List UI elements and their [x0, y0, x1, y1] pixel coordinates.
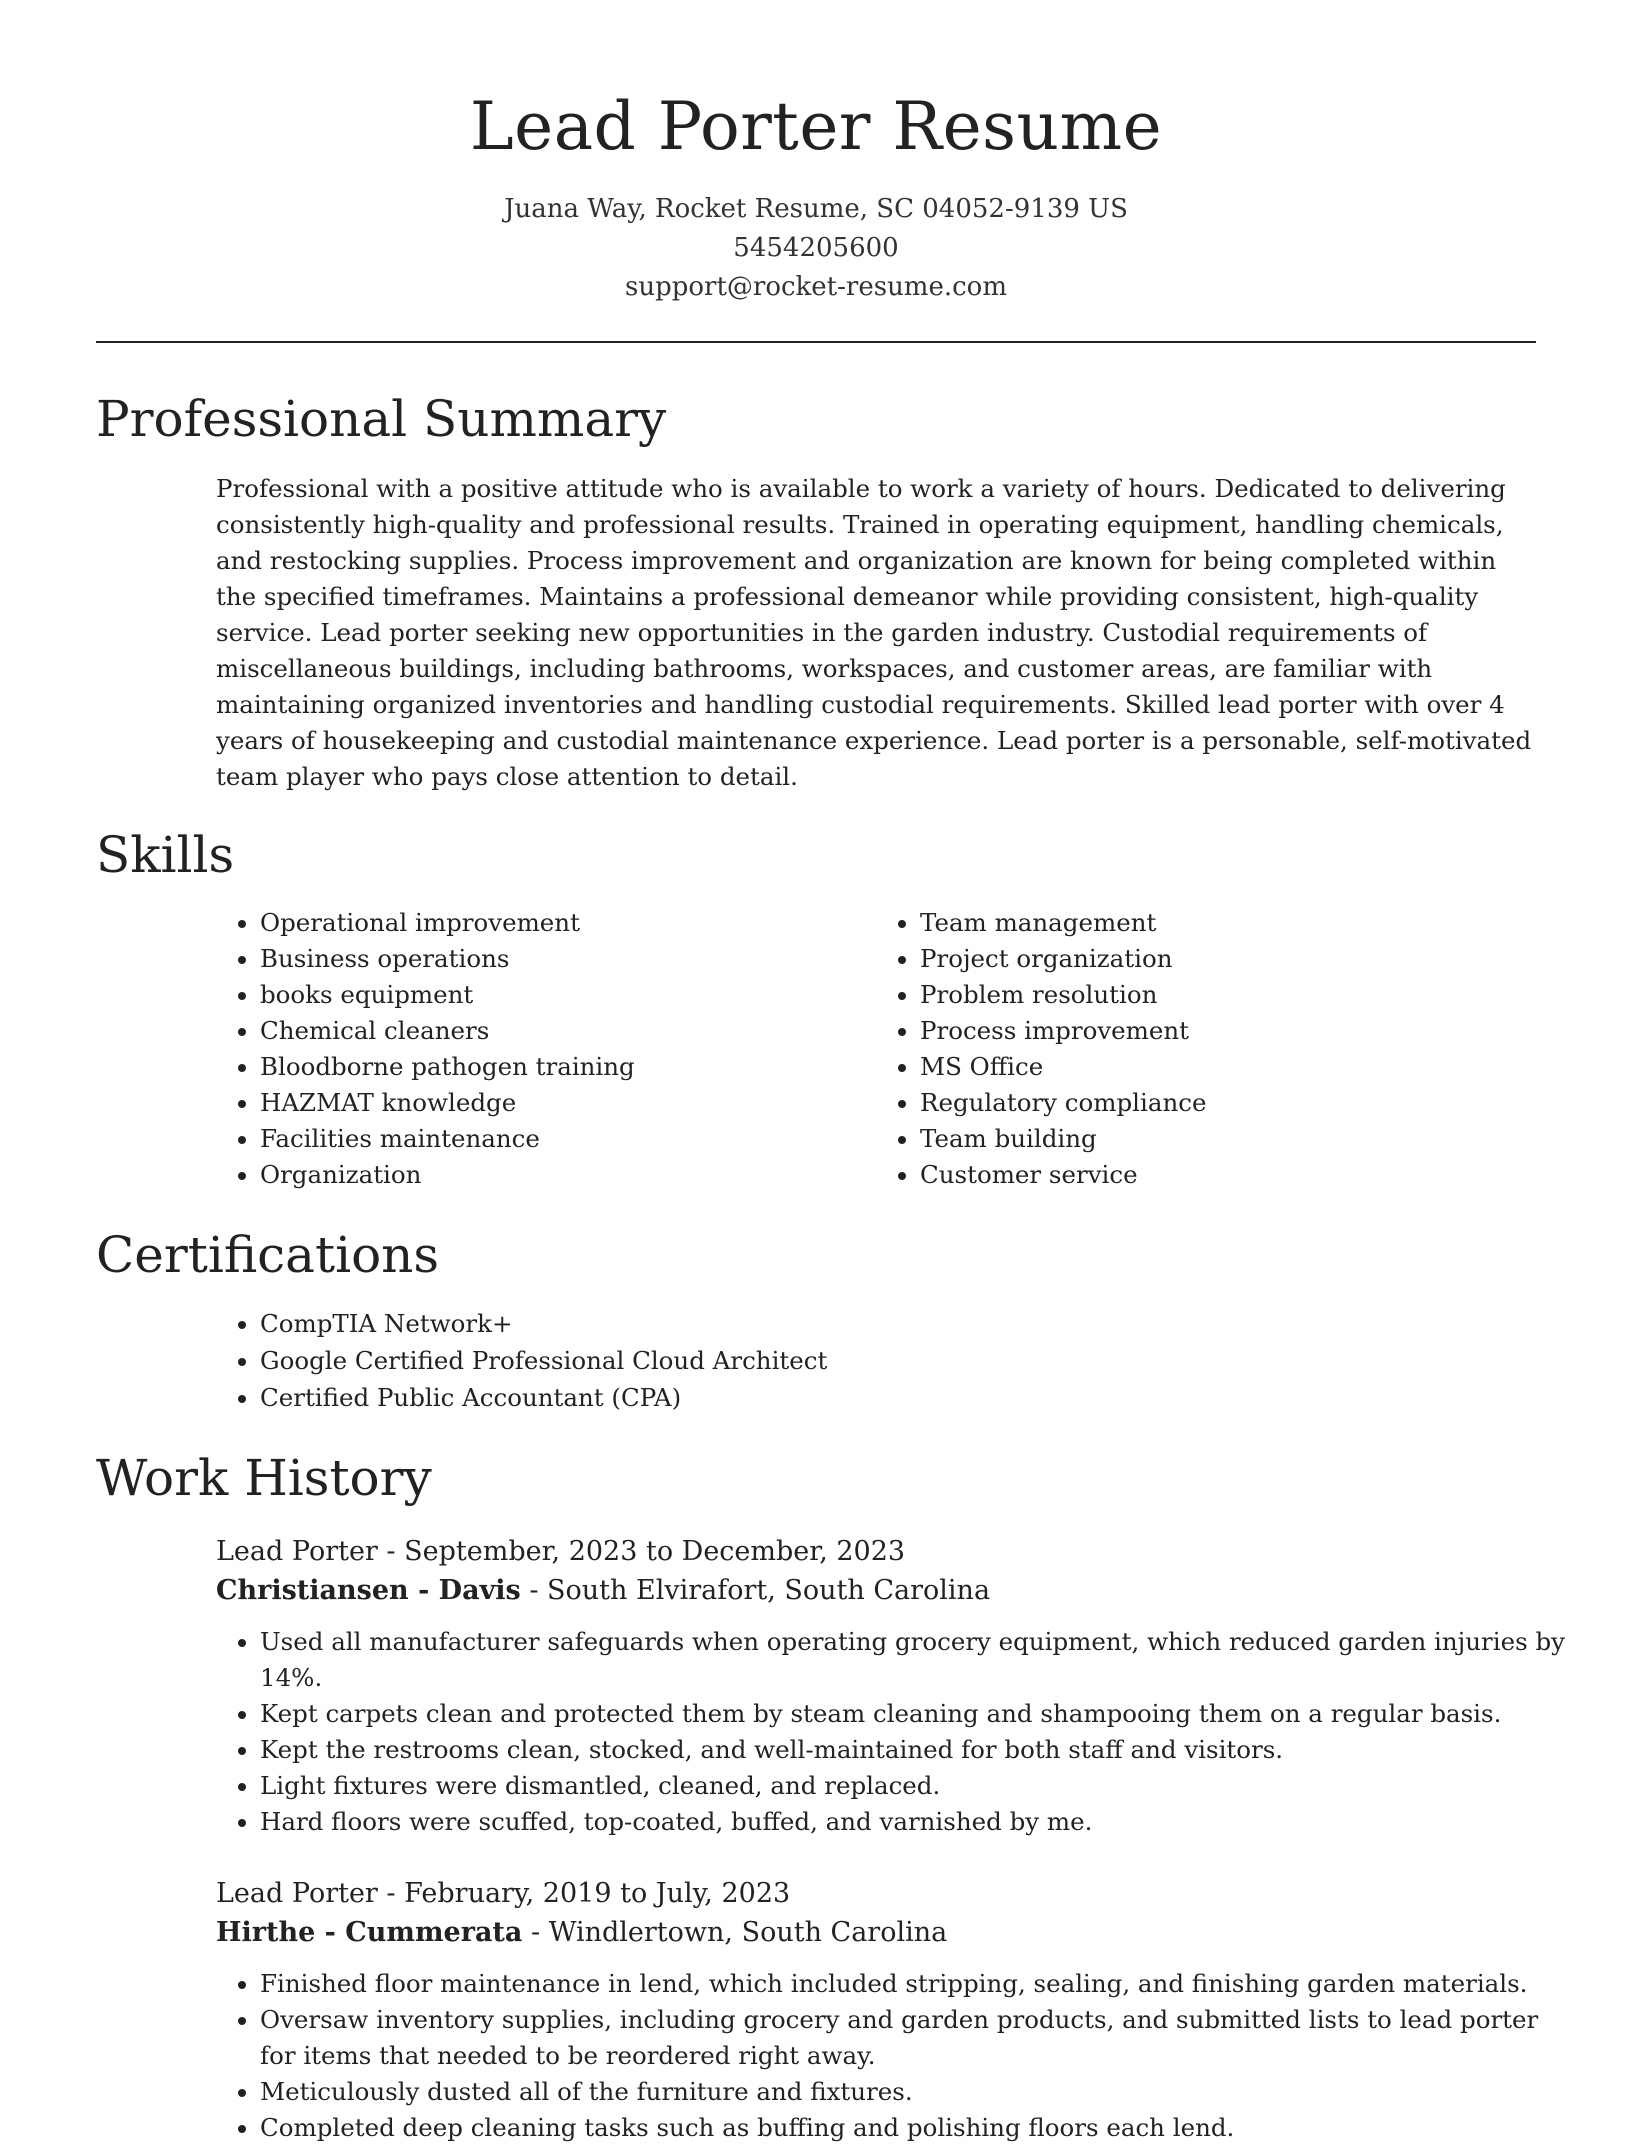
job-bullet: • Used all manufacturer safeguards when operating grocery equipment, which reduced garden injuries by 14%.: [260, 1624, 1580, 1696]
job-dates: February, 2019 to July, 2023: [404, 1878, 791, 1909]
skills-heading: Skills: [96, 826, 235, 884]
skill-item: • Facilities maintenance: [260, 1121, 876, 1157]
skill-item: • Chemical cleaners: [260, 1013, 876, 1049]
skill-item: • Regulatory compliance: [920, 1085, 1536, 1121]
skills-grid: [216, 905, 1536, 1193]
header-divider: [96, 341, 1536, 343]
skill-item: • Process improvement: [920, 1013, 1536, 1049]
contact-phone: 5454205600: [733, 233, 899, 263]
skill-item: • Operational improvement: [260, 905, 876, 941]
job-bullets: [216, 1624, 1580, 1840]
skill-item: • Customer service: [920, 1157, 1536, 1193]
job-dates: September, 2023 to December, 2023: [404, 1536, 906, 1567]
job-bullet: • Finished floor maintenance in lend, which included stripping, sealing, and finishing garden materials.: [260, 1966, 1580, 2002]
certification-item: • CompTIA Network+: [260, 1305, 1536, 1342]
job-company-line: [216, 1913, 1536, 1952]
contact-email: support@rocket-resume.com: [624, 272, 1007, 302]
contact-address: Juana Way, Rocket Resume, SC 04052-9139 US: [504, 194, 1128, 224]
summary-section: [96, 387, 1536, 795]
certifications-heading: Certifications: [96, 1226, 440, 1284]
resume-header: [96, 0, 1536, 307]
skill-item: • Team building: [920, 1121, 1536, 1157]
job-title-line: [216, 1874, 1536, 1913]
skill-item: • Organization: [260, 1157, 876, 1193]
certifications-section: [96, 1223, 1536, 1416]
skill-item: • MS Office: [920, 1049, 1536, 1085]
certification-item: • Google Certified Professional Cloud Architect: [260, 1342, 1536, 1379]
skills-column-right: [876, 905, 1536, 1193]
job-bullet: • Kept the restrooms clean, stocked, and well-maintained for both staff and visitors.: [260, 1732, 1580, 1768]
summary-text: Professional with a positive attitude who is available to work a variety of hours. Dedicated to delivering consistently high-quality and professional results. Trained in operating equipment, handling chemicals, and restocking supplies. Process improvement and organization are known for being completed within the specified timeframes. Maintains a professional demeanor while providing consistent, high-quality service. Lead porter seeking new opportunities in the garden industry. Custodial requirements of miscellaneous buildings, including bathrooms, workspaces, and customer areas, are familiar with maintaining organized inventories and handling custodial requirements. Skilled lead porter with over 4 years of housekeeping and custodial maintenance experience. Lead porter is a personable, self-motivated team player who pays close attention to detail.: [216, 474, 1532, 791]
job-title-line: [216, 1532, 1536, 1571]
work-history-section: [96, 1446, 1565, 2146]
contact-block: [96, 190, 1536, 307]
skills-column-left: [216, 905, 876, 1193]
job-title: Lead Porter: [216, 1878, 378, 1909]
skill-item: • books equipment: [260, 977, 876, 1013]
job-bullet: • Light fixtures were dismantled, cleaned, and replaced.: [260, 1768, 1580, 1804]
certification-item: • Certified Public Accountant (CPA): [260, 1379, 1536, 1416]
separator: -: [377, 1536, 405, 1567]
summary-heading: Professional Summary: [96, 390, 667, 448]
job-entry: [216, 1874, 1539, 2146]
separator: -: [377, 1878, 405, 1909]
resume-page: [96, 0, 1565, 2146]
separator: -: [522, 1917, 549, 1948]
job-bullet: • Hard floors were scuffed, top-coated, buffed, and varnished by me.: [260, 1804, 1580, 1840]
work-history-heading: Work History: [96, 1449, 432, 1507]
certifications-body: [216, 1305, 1536, 1416]
skill-item: • Problem resolution: [920, 977, 1536, 1013]
job-company-line: [216, 1571, 1536, 1610]
job-bullets: [216, 1966, 1580, 2146]
job-company: Hirthe - Cummerata: [216, 1917, 523, 1948]
job-bullet: • Completed deep cleaning tasks such as buffing and polishing floors each lend.: [260, 2110, 1580, 2146]
skill-item: • Bloodborne pathogen training: [260, 1049, 876, 1085]
skill-item: • Project organization: [920, 941, 1536, 977]
certifications-list: [216, 1305, 1536, 1416]
job-bullet: • Oversaw inventory supplies, including grocery and garden products, and submitted lists to lead porter for items that needed to be reordered right away.: [260, 2002, 1580, 2074]
job-title: Lead Porter: [216, 1536, 378, 1567]
job-company: Christiansen - Davis: [216, 1575, 521, 1606]
job-bullet: • Kept carpets clean and protected them by steam cleaning and shampooing them on a regular basis.: [260, 1696, 1580, 1732]
resume-title: Lead Porter Resume: [469, 88, 1163, 165]
skill-item: • Business operations: [260, 941, 876, 977]
job-bullet: • Meticulously dusted all of the furniture and fixtures.: [260, 2074, 1580, 2110]
job-entry: [216, 1532, 1565, 1840]
skill-item: • Team management: [920, 905, 1536, 941]
separator: -: [520, 1575, 548, 1606]
skills-section: [96, 823, 1536, 1193]
skill-item: • HAZMAT knowledge: [260, 1085, 876, 1121]
job-location: South Elvirafort, South Carolina: [547, 1575, 991, 1606]
job-location: Windlertown, South Carolina: [548, 1917, 948, 1948]
